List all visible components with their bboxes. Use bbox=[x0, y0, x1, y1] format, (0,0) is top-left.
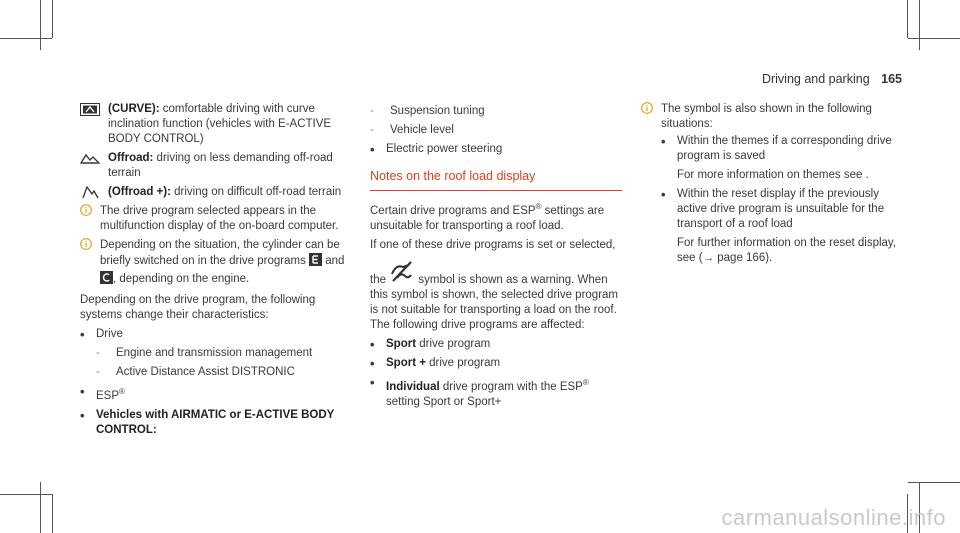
crop-mark bbox=[919, 0, 920, 50]
note-text: and bbox=[325, 255, 345, 267]
crop-mark bbox=[908, 38, 960, 39]
sub-paragraph: For more information on themes see . bbox=[677, 169, 869, 181]
info-note bbox=[80, 238, 350, 289]
crop-mark bbox=[908, 482, 960, 483]
section-heading: Notes on the roof load display bbox=[370, 169, 622, 191]
mode-label: Offroad: bbox=[108, 152, 154, 164]
drive-mode-offroad-plus bbox=[80, 185, 350, 200]
list-item: • Within the reset display if the previously active drive program is unsuitable for the transport of a roof load bbox=[661, 187, 885, 230]
crop-mark bbox=[907, 0, 908, 38]
info-note bbox=[80, 204, 350, 234]
section-title: Driving and parking bbox=[761, 72, 870, 86]
list-item: • Sport + drive program bbox=[370, 355, 501, 371]
paragraph: If one of these drive programs is set or selected, bbox=[370, 238, 616, 251]
drive-mode-offroad bbox=[80, 151, 350, 181]
offroad-icon bbox=[80, 152, 100, 165]
column-right bbox=[641, 102, 903, 274]
crop-mark bbox=[52, 0, 53, 38]
info-icon bbox=[80, 204, 94, 234]
page-number: 165 bbox=[881, 72, 902, 86]
mode-label: (CURVE): bbox=[108, 103, 160, 115]
paragraph: Certain drive programs and ESP® settings are unsuitable for transporting a roof load. bbox=[370, 202, 605, 232]
crop-mark bbox=[40, 482, 41, 533]
sub-list-item: - Active Distance Assist DISTRONIC bbox=[96, 366, 295, 378]
list-item: • Electric power steering bbox=[370, 142, 503, 157]
mode-label: (Offroad +): bbox=[108, 186, 171, 198]
column-middle bbox=[370, 102, 622, 414]
crop-mark bbox=[0, 494, 52, 495]
intro-paragraph: Depending on the drive program, the following systems change their characteristics: bbox=[80, 294, 316, 321]
list-item: • Sport drive program bbox=[370, 336, 491, 352]
paragraph: the symbol is shown as a warning. When this symbol is shown, the selected drive program is not suitable for transporting a load on the roof. bbox=[370, 261, 622, 318]
mode-desc: driving on less demanding off-road terrain bbox=[108, 152, 333, 179]
mode-desc: comfortable driving with curve inclination function (vehicles with E-ACTIVE BODY CONTROL) bbox=[108, 103, 332, 145]
list-item: • Within the themes if a corresponding drive program is saved bbox=[661, 134, 892, 162]
crop-mark bbox=[40, 0, 41, 50]
watermark: carmanualsonline.info bbox=[721, 505, 946, 530]
list-item: • Drive bbox=[80, 327, 123, 342]
list-item: • Vehicles with AIRMATIC or E-ACTIVE BODY CONTROL: bbox=[80, 407, 335, 436]
note-text: Depending on the situation, the cylinder can be briefly switched on in the drive programs bbox=[100, 239, 340, 267]
eco-mode-icon bbox=[309, 253, 322, 271]
comfort-mode-icon bbox=[100, 271, 113, 289]
info-icon bbox=[80, 238, 94, 289]
curve-mode-icon bbox=[80, 103, 100, 116]
page-header bbox=[762, 72, 902, 87]
list-item: • Individual drive program with the ESP® setting Sport or Sport+ bbox=[370, 374, 589, 408]
column-left bbox=[80, 102, 350, 442]
paragraph: The following drive programs are affected: bbox=[370, 318, 585, 331]
sub-list-item: - Suspension tuning bbox=[370, 105, 485, 117]
sub-list-item: - Engine and transmission management bbox=[96, 347, 313, 359]
offroad-plus-icon bbox=[80, 186, 100, 199]
list-item: • ESP® bbox=[80, 384, 125, 402]
crop-mark bbox=[52, 494, 53, 533]
note-text: The drive program selected appears in the multifunction display of the on-board computer. bbox=[100, 205, 339, 232]
info-icon bbox=[641, 102, 655, 270]
crop-mark bbox=[0, 38, 52, 39]
sub-list-item: - Vehicle level bbox=[370, 124, 454, 136]
drive-mode-curve bbox=[80, 102, 350, 147]
esp-off-warning-icon bbox=[389, 261, 415, 288]
sub-paragraph[interactable]: For further information on the reset display, see (→ page 166). bbox=[677, 237, 897, 264]
mode-desc: driving on difficult off-road terrain bbox=[170, 186, 342, 198]
note-text: , depending on the engine. bbox=[113, 273, 250, 285]
info-note bbox=[641, 102, 903, 270]
note-text: The symbol is also shown in the following situations: bbox=[661, 103, 872, 130]
